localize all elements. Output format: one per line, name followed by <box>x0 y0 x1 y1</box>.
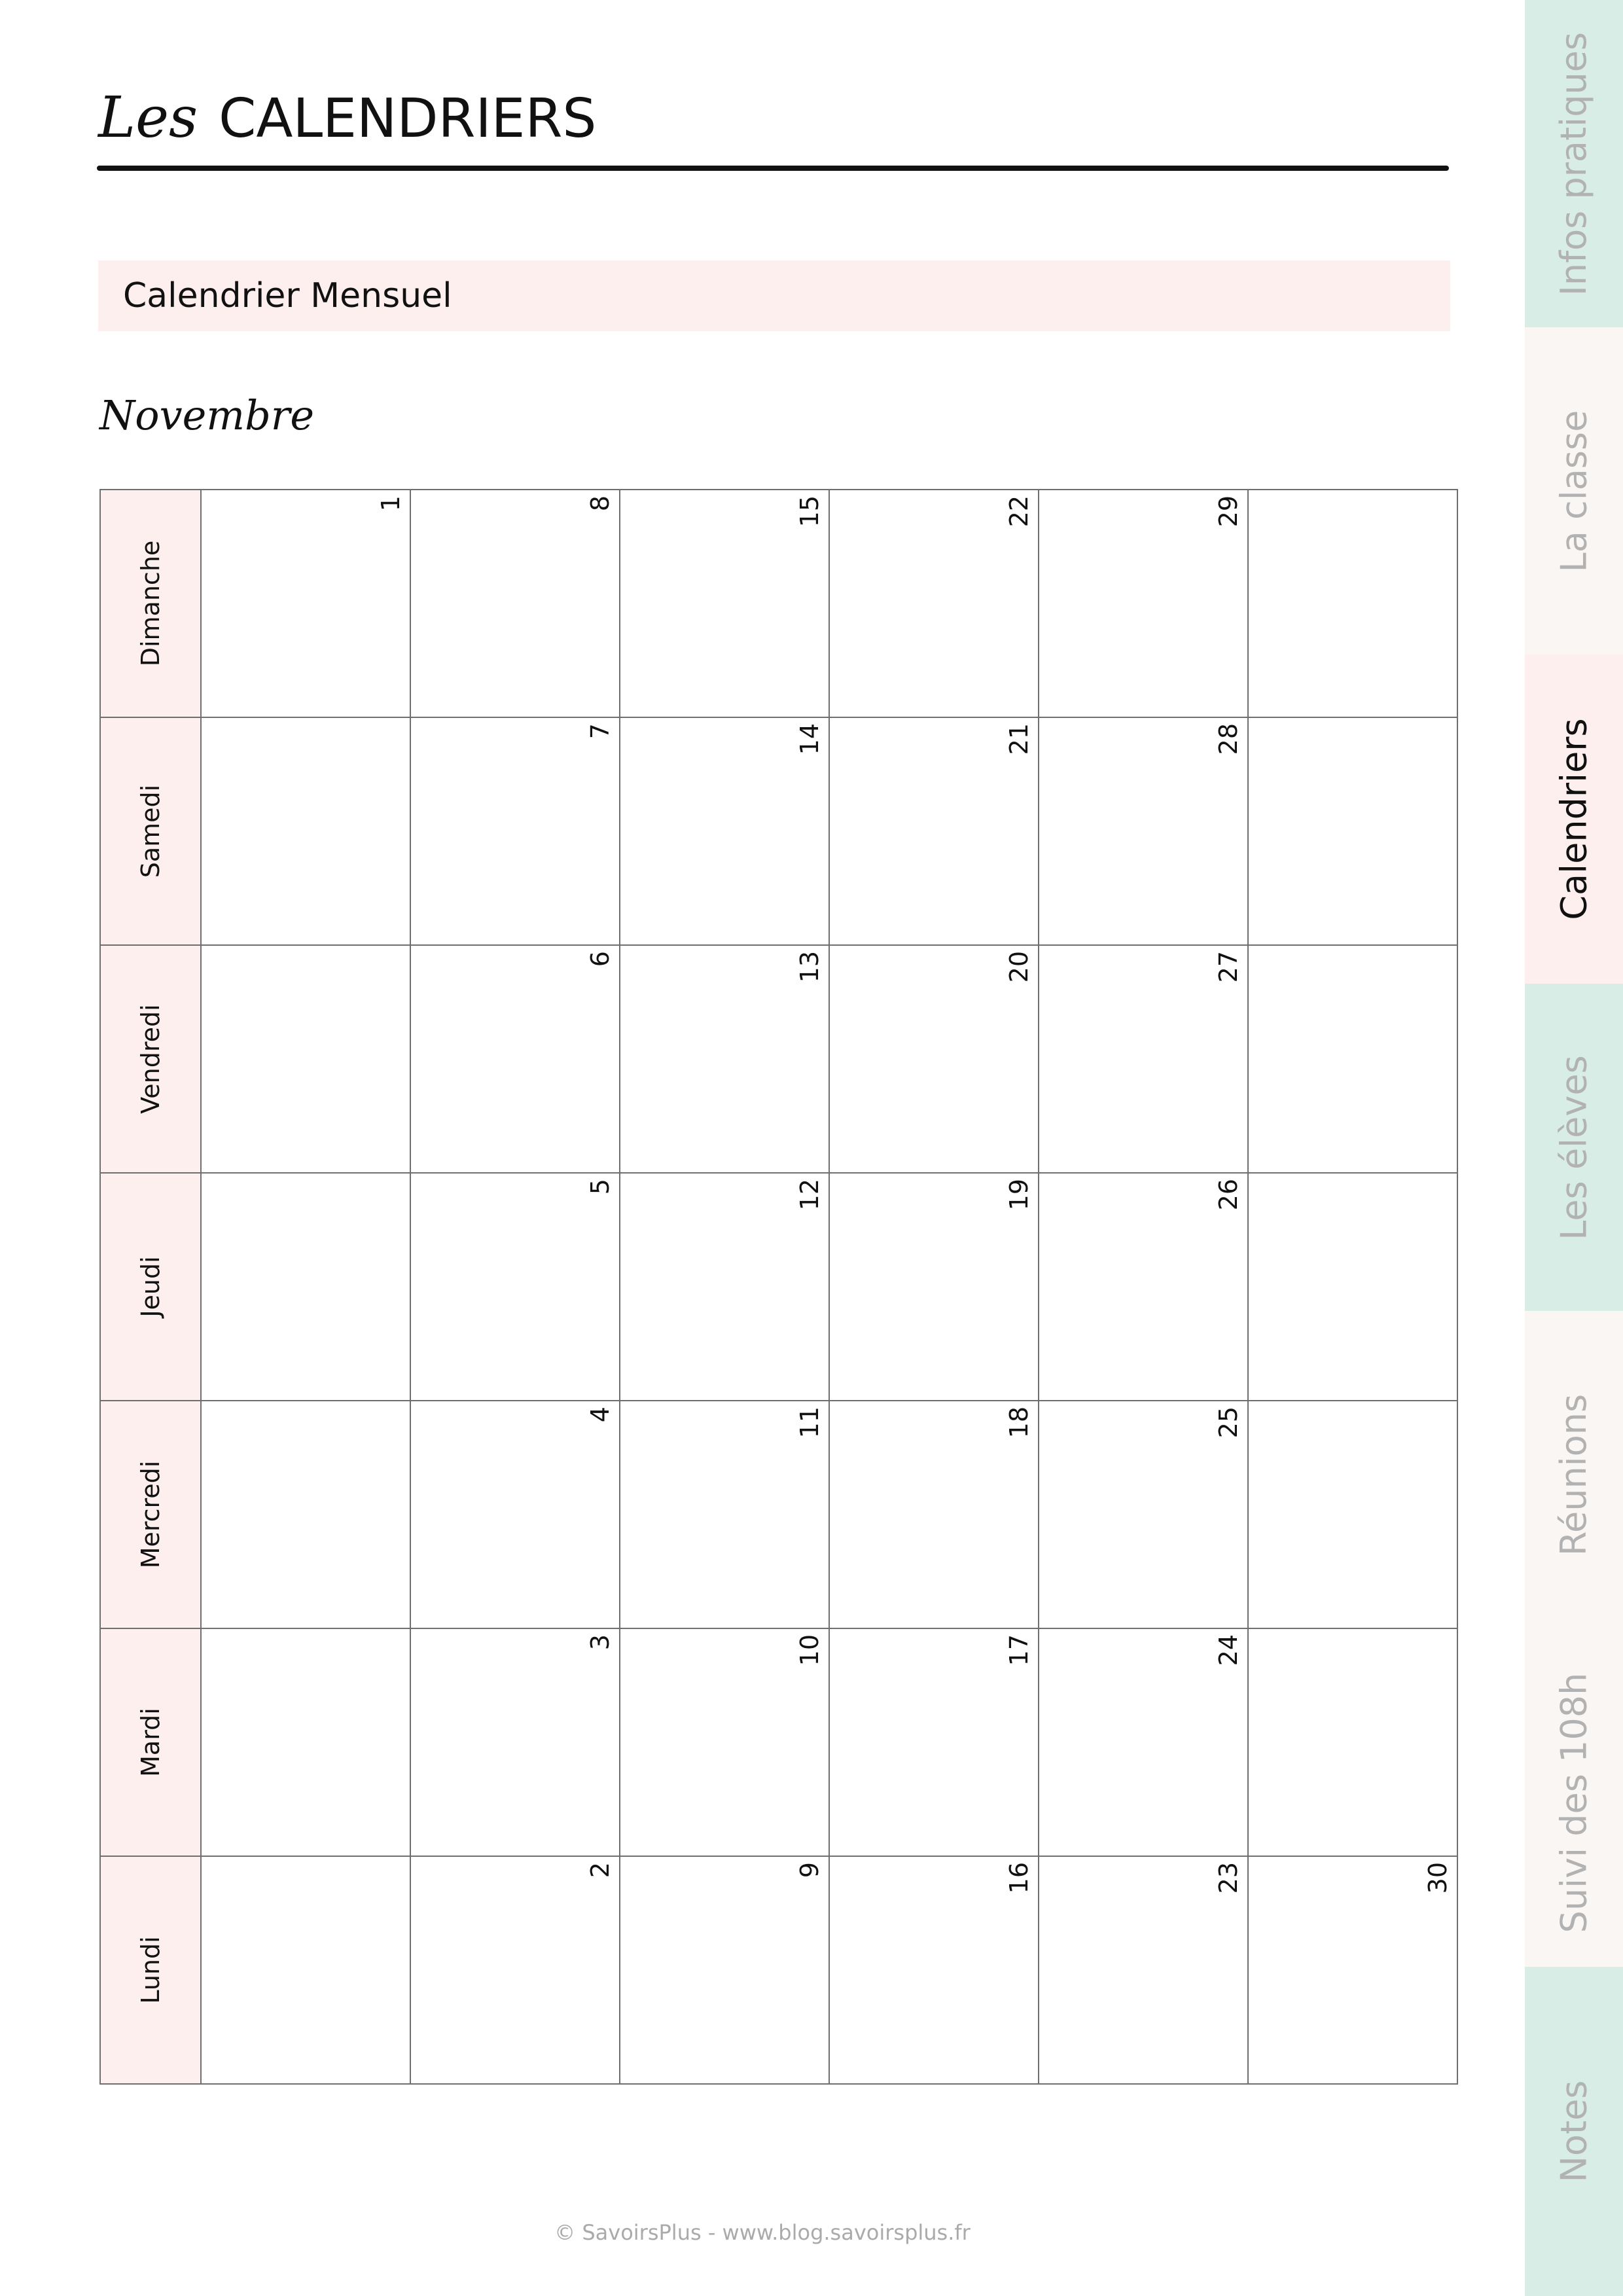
day-cell <box>1248 717 1457 945</box>
day-cell <box>1248 490 1457 717</box>
day-cell <box>829 1856 1039 2084</box>
title-prefix: Les <box>98 85 198 151</box>
day-number: 7 <box>586 723 615 740</box>
tab-label: Calendriers <box>1553 718 1595 920</box>
tab-infos-pratiques[interactable] <box>1525 0 1623 327</box>
day-cell <box>410 1173 620 1401</box>
day-cell <box>410 717 620 945</box>
tab-la-classe[interactable] <box>1525 327 1623 655</box>
day-cell <box>829 1628 1039 1856</box>
day-cell <box>1039 1173 1248 1401</box>
day-cell <box>1039 1401 1248 1628</box>
day-cell <box>201 1173 410 1401</box>
calendar-row <box>100 1856 1457 2084</box>
day-cell <box>201 945 410 1173</box>
day-number: 17 <box>1005 1634 1033 1666</box>
day-cell <box>201 1628 410 1856</box>
day-cell <box>620 1173 829 1401</box>
day-label: Samedi <box>136 784 165 878</box>
day-cell <box>620 1401 829 1628</box>
day-label-cell <box>100 945 201 1173</box>
day-cell <box>1039 490 1248 717</box>
day-cell <box>1248 945 1457 1173</box>
day-label-cell <box>100 1401 201 1628</box>
day-label: Dimanche <box>136 540 165 667</box>
day-number: 2 <box>586 1862 615 1878</box>
day-cell <box>1248 1856 1457 2084</box>
day-number: 16 <box>1005 1862 1033 1894</box>
day-cell <box>829 490 1039 717</box>
day-number: 5 <box>586 1179 615 1195</box>
day-number: 14 <box>795 723 824 755</box>
day-cell <box>410 1401 620 1628</box>
tab-label: Infos pratiques <box>1553 31 1595 296</box>
day-number: 23 <box>1214 1862 1243 1894</box>
page-title <box>98 85 596 164</box>
day-label: Vendredi <box>136 1004 165 1114</box>
day-label-cell <box>100 490 201 717</box>
section-band <box>98 260 1450 331</box>
day-cell <box>829 717 1039 945</box>
day-number: 8 <box>586 495 615 512</box>
day-number: 20 <box>1005 951 1033 983</box>
tab-reunions[interactable] <box>1525 1311 1623 1638</box>
calendar-row <box>100 490 1457 717</box>
calendar-row <box>100 1173 1457 1401</box>
day-number: 28 <box>1214 723 1243 755</box>
day-cell <box>201 490 410 717</box>
day-cell <box>1248 1401 1457 1628</box>
day-number: 4 <box>586 1407 615 1423</box>
day-number: 21 <box>1005 723 1033 755</box>
day-number: 22 <box>1005 495 1033 528</box>
title-main: CALENDRIERS <box>219 88 597 150</box>
tab-label: Suivi des 108h <box>1553 1672 1595 1933</box>
day-cell <box>201 717 410 945</box>
day-number: 24 <box>1214 1634 1243 1666</box>
day-cell <box>410 490 620 717</box>
calendar-row <box>100 717 1457 945</box>
day-cell <box>410 1856 620 2084</box>
day-number: 10 <box>795 1634 824 1666</box>
day-cell <box>620 945 829 1173</box>
day-cell <box>1039 1856 1248 2084</box>
tab-label: La classe <box>1553 410 1595 572</box>
day-cell <box>829 945 1039 1173</box>
day-cell <box>620 1856 829 2084</box>
day-number: 1 <box>376 495 405 512</box>
day-number: 29 <box>1214 495 1243 528</box>
day-cell <box>410 1628 620 1856</box>
day-label: Jeudi <box>136 1256 165 1318</box>
tab-calendriers[interactable] <box>1525 655 1623 984</box>
day-label: Mercredi <box>136 1460 165 1569</box>
calendar-row <box>100 945 1457 1173</box>
day-cell <box>1248 1173 1457 1401</box>
day-number: 25 <box>1214 1407 1243 1439</box>
day-cell <box>620 1628 829 1856</box>
calendar-row <box>100 1401 1457 1628</box>
day-label: Lundi <box>136 1936 165 2004</box>
day-number: 12 <box>795 1179 824 1211</box>
day-number: 11 <box>795 1407 824 1439</box>
day-cell <box>1039 717 1248 945</box>
tab-suivi-des-108h[interactable] <box>1525 1638 1623 1967</box>
calendar-row <box>100 1628 1457 1856</box>
tab-label: Les élèves <box>1553 1054 1595 1240</box>
day-label: Mardi <box>136 1708 165 1777</box>
day-label-cell <box>100 717 201 945</box>
day-number: 9 <box>795 1862 824 1878</box>
section-label: Calendrier Mensuel <box>123 276 452 315</box>
day-label-cell <box>100 1628 201 1856</box>
day-number: 6 <box>586 951 615 967</box>
day-cell <box>201 1401 410 1628</box>
day-cell <box>1039 1628 1248 1856</box>
title-underline <box>97 166 1449 171</box>
day-cell <box>201 1856 410 2084</box>
day-number: 26 <box>1214 1179 1243 1211</box>
day-number: 19 <box>1005 1179 1033 1211</box>
day-number: 18 <box>1005 1407 1033 1439</box>
day-cell <box>1248 1628 1457 1856</box>
day-number: 27 <box>1214 951 1243 983</box>
tab-les-eleves[interactable] <box>1525 984 1623 1311</box>
day-number: 3 <box>586 1634 615 1651</box>
day-cell <box>620 717 829 945</box>
day-cell <box>410 945 620 1173</box>
tab-label: Réunions <box>1553 1393 1595 1556</box>
day-label-cell <box>100 1173 201 1401</box>
day-number: 30 <box>1423 1862 1452 1894</box>
day-number: 15 <box>795 495 824 528</box>
month-title: Novembre <box>99 391 315 439</box>
day-cell <box>829 1401 1039 1628</box>
footer-credit: © SavoirsPlus - www.blog.savoirsplus.fr <box>554 2220 971 2245</box>
day-cell <box>829 1173 1039 1401</box>
tab-notes[interactable] <box>1525 1967 1623 2296</box>
side-tabs <box>1525 0 1623 2296</box>
day-number: 13 <box>795 951 824 983</box>
tab-label: Notes <box>1553 2080 1595 2183</box>
day-cell <box>620 490 829 717</box>
day-label-cell <box>100 1856 201 2084</box>
day-cell <box>1039 945 1248 1173</box>
calendar-grid <box>99 489 1458 2085</box>
